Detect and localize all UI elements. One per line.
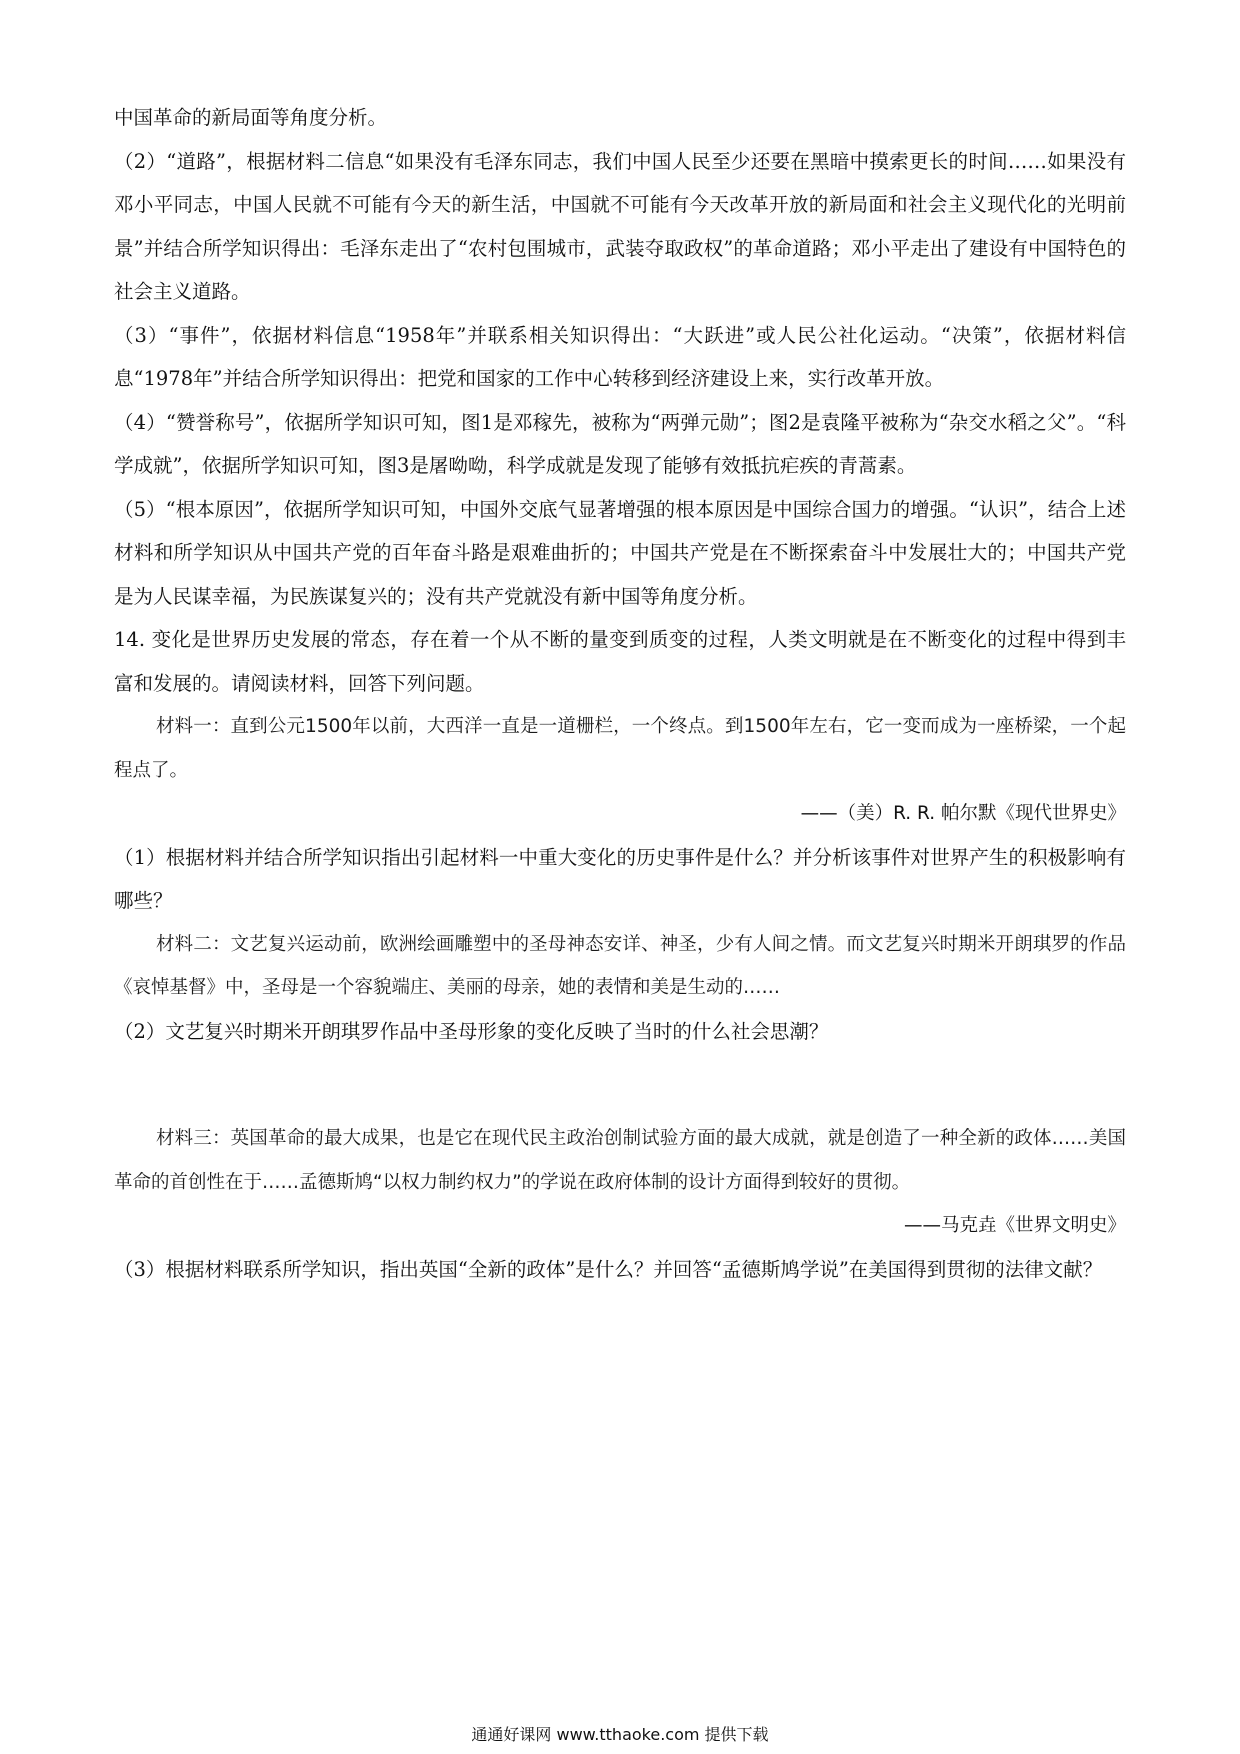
sub-question-3: （3）根据材料联系所学知识，指出英国“全新的政体”是什么？并回答“孟德斯鸠学说”在美国得到贯彻的法律文献？ [114,1257,1103,1281]
material-2: 材料二：文艺复兴运动前，欧洲绘画雕塑中的圣母神态安详、神圣，少有人间之情。而文艺复兴时期米开朗琪罗的作品《哀悼基督》中，圣母是一个容貌端庄、美丽的母亲，她的表情和美是生动的…… [114,933,1126,998]
material-3-source: ——马克垚《世界文明史》 [903,1215,1126,1236]
material-3: 材料三：英国革命的最大成果，也是它在现代民主政治创制试验方面的最大成就，就是创造了一种全新的政体……美国革命的首创性在于……孟德斯鸠“以权力制约权力”的学说在政府体制的设计方面得到较好的贯彻。 [114,1128,1126,1193]
question-14-stem: 14. 变化是世界历史发展的常态，存在着一个从不断的量变到质变的过程，人类文明就是在不断变化的过程中得到丰富和发展的。请阅读材料，回答下列问题。 [114,628,1126,695]
answer-5: （5）“根本原因”，依据所学知识可知，中国外交底气显著增强的根本原因是中国综合国力的增强。“认识”，结合上述材料和所学知识从中国共产党的百年奋斗路是艰难曲折的；中国共产党是在不断探索奋斗中发展壮大的；中国共产党是为人民谋幸福，为民族谋复兴的；没有共产党就没有新中国等角度分析。 [114,497,1126,608]
answer-space [114,1053,1126,1117]
material-1-source: ——（美）R. R. 帕尔默《现代世界史》 [800,803,1126,824]
answer-2: （2）“道路”，根据材料二信息“如果没有毛泽东同志，我们中国人民至少还要在黑暗中摸索更长的时间……如果没有邓小平同志，中国人民就不可能有今天的新生活，中国就不可能有今天改革开放的新局面和社会主义现代化的光明前景”并结合所学知识得出：毛泽东走出了“农村包围城市，武装夺取政权”的革命道路；邓小平走出了建设有中国特色的社会主义道路。 [114,149,1126,303]
answer-4: （4）“赞誉称号”，依据所学知识可知，图1是邓稼先，被称为“两弹元勋”；图2是袁隆平被称为“杂交水稻之父”。“科学成就”，依据所学知识可知，图3是屠呦呦，科学成就是发现了能够有效抵抗疟疾的青蒿素。 [114,410,1126,477]
answer-3: （3）“事件”，依据材料信息“1958年”并联系相关知识得出：“大跃进”或人民公社化运动。“决策”，依据材料信息“1978年”并结合所学知识得出：把党和国家的工作中心转移到经济建设上来，实行改革开放。 [114,323,1126,390]
document-page [114,96,1126,1291]
answer-continuation: 中国革命的新局面等角度分析。 [114,106,388,129]
sub-question-2: （2）文艺复兴时期米开朗琪罗作品中圣母形象的变化反映了当时的什么社会思潮？ [114,1019,829,1043]
sub-question-1: （1）根据材料并结合所学知识指出引起材料一中重大变化的历史事件是什么？并分析该事件对世界产生的积极影响有哪些？ [114,845,1126,912]
page-footer: 通通好课网 www.tthaoke.com 提供下载 [471,1725,769,1744]
material-1: 材料一：直到公元1500年以前，大西洋一直是一道栅栏，一个终点。到1500年左右，它一变而成为一座桥梁，一个起程点了。 [114,716,1126,781]
